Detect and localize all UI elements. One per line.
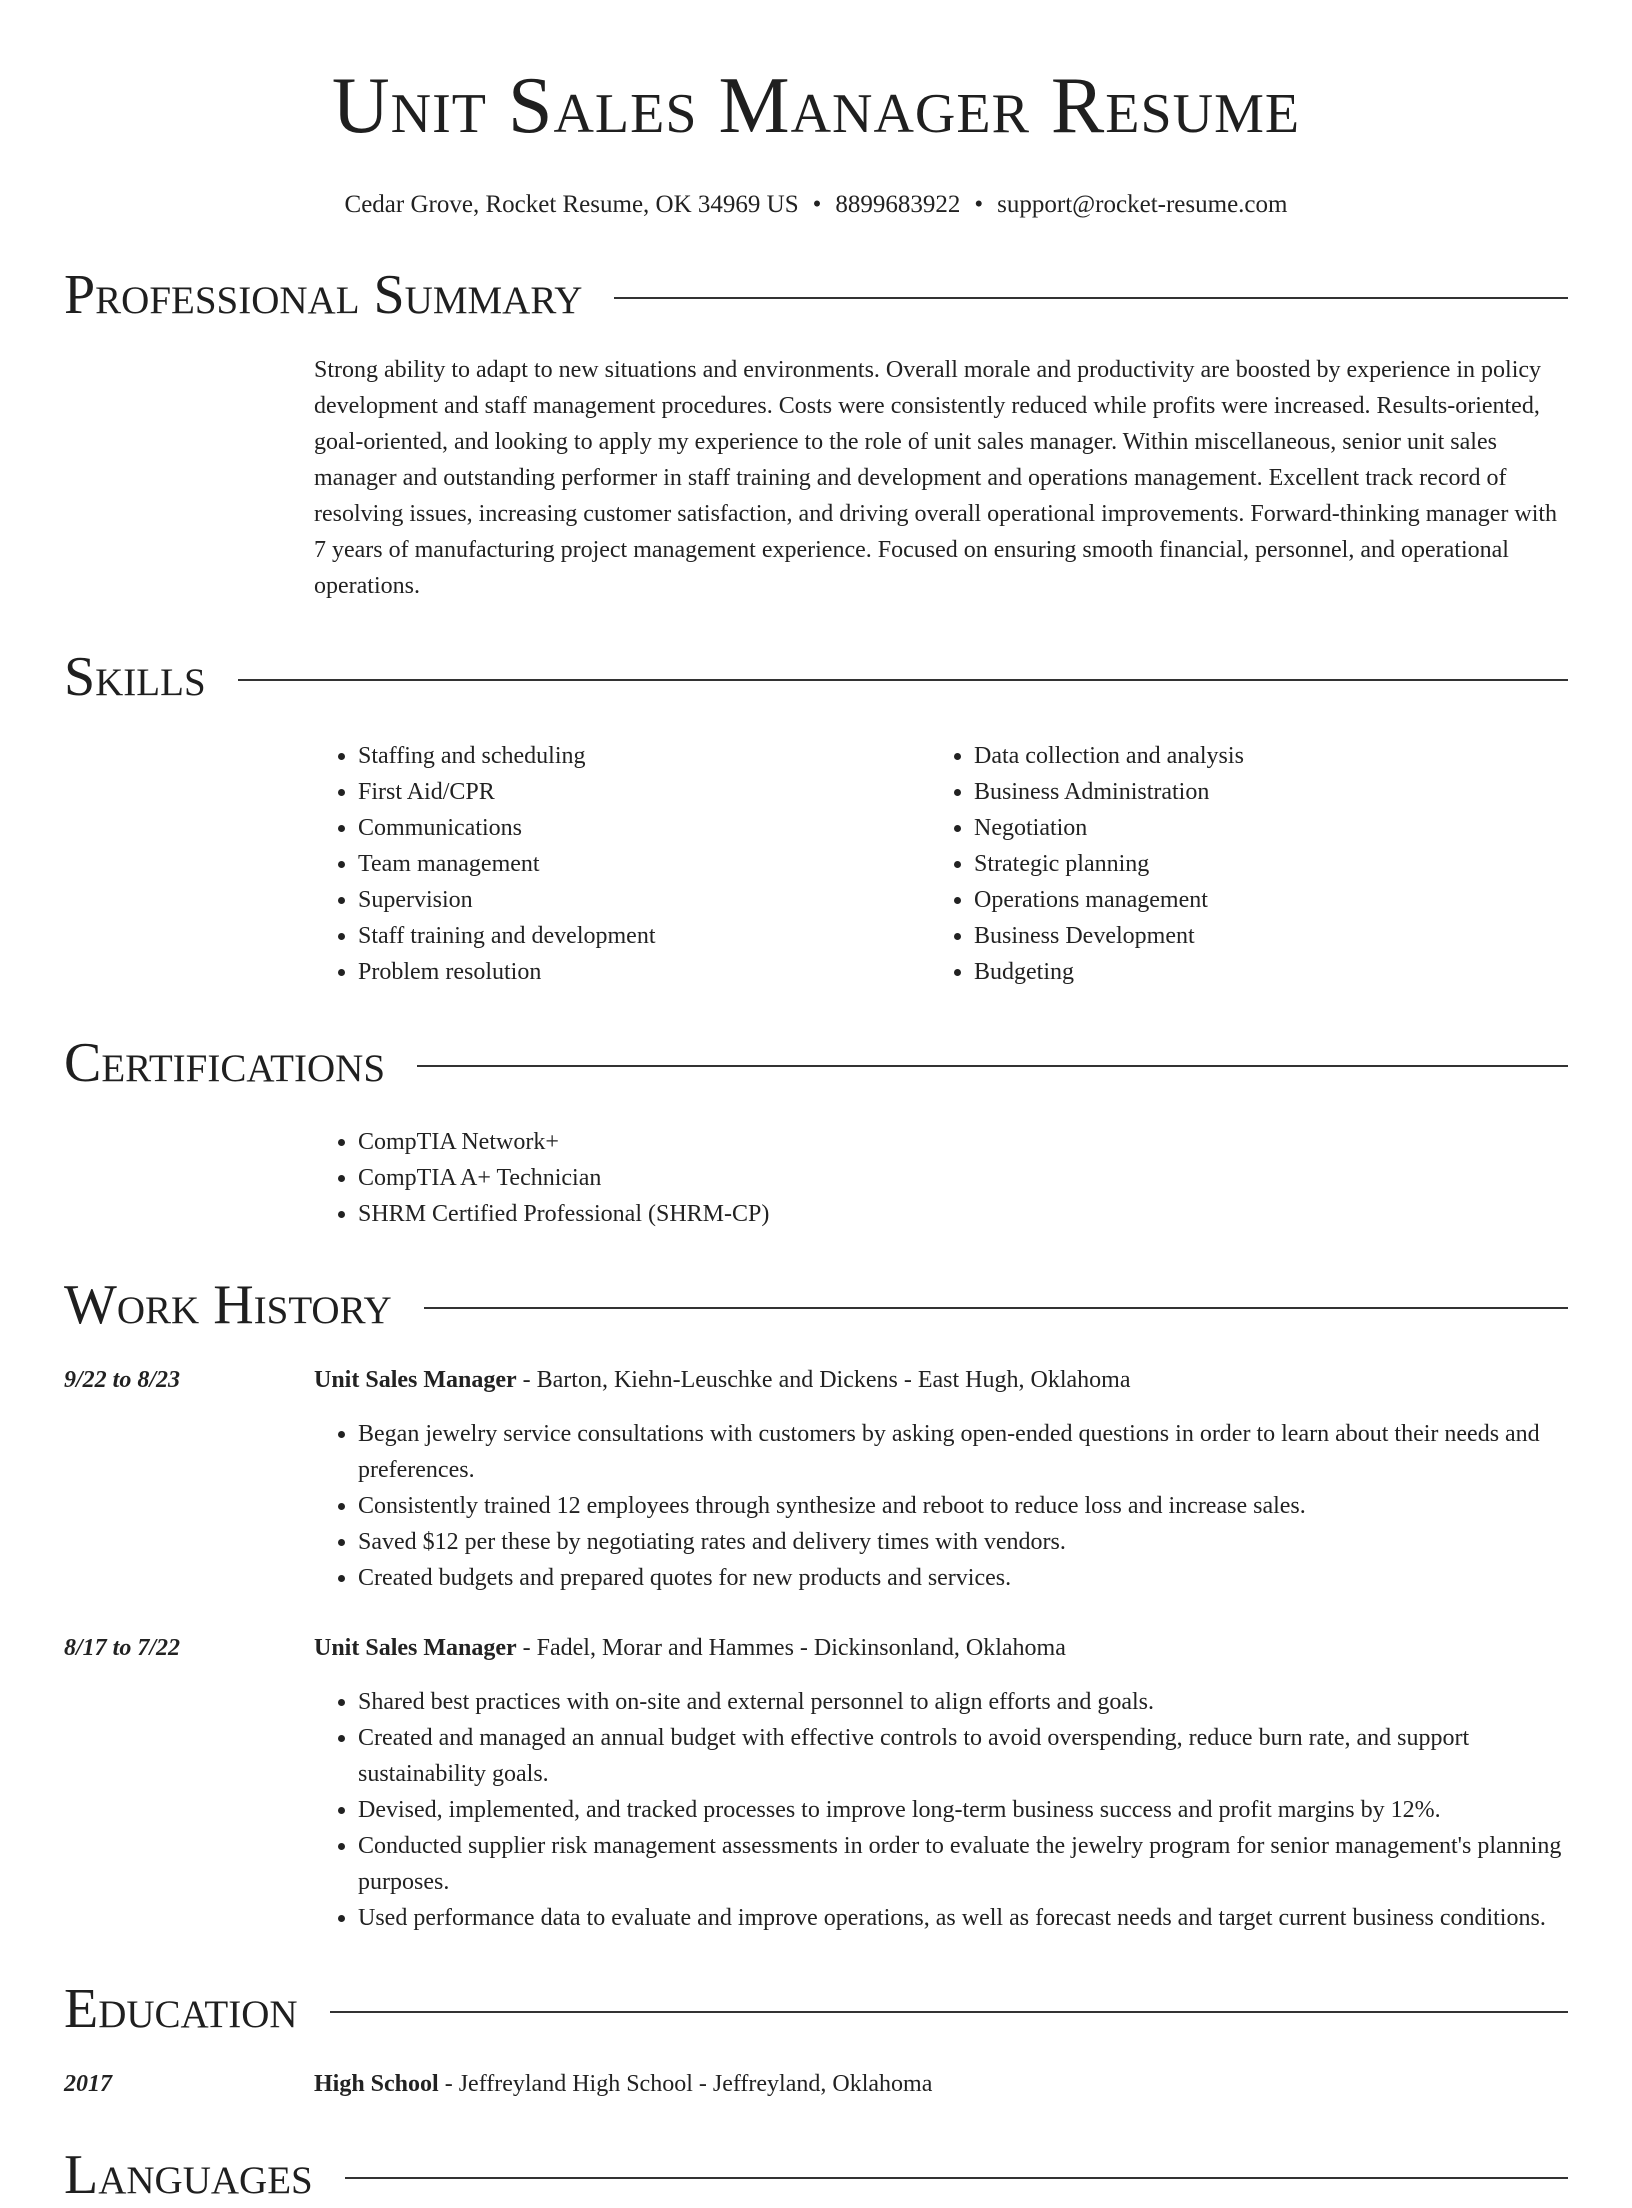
job-title: Unit Sales Manager — [314, 1635, 517, 1661]
section-heading-education — [64, 1976, 1568, 2042]
job-bullets — [314, 1416, 1568, 1596]
contact-line — [64, 188, 1568, 222]
section-heading-work-history — [64, 1272, 1568, 1338]
section-divider — [417, 1065, 1568, 1067]
section-title: Education — [64, 1978, 298, 2040]
certification-item: • SHRM Certified Professional (SHRM-CP) — [358, 1196, 1568, 1232]
section-title: Certifications — [64, 1032, 386, 1094]
education-entry — [64, 2066, 1568, 2102]
job-bullet: • Devised, implemented, and tracked processes to improve long-term business success and profit margins by 12%. — [358, 1792, 1568, 1828]
contact-address: Cedar Grove, Rocket Resume, OK 34969 US — [344, 191, 799, 218]
contact-separator: • — [812, 191, 822, 218]
job-bullets — [314, 1684, 1568, 1936]
summary-text: Strong ability to adapt to new situations and environments. Overall morale and productivity are boosted by experience in policy development and staff management procedures. Costs were consistently reduced while profits were increased. Results-oriented, goal-oriented, and looking to apply my experience to the role of unit sales manager. Within miscellaneous, senior unit sales manager and outstanding performer in staff training and development and operations management. Excellent track record of resolving issues, increasing customer satisfaction, and driving overall operational improvements. Forward-thinking manager with 7 years of manufacturing project management experience. Focused on ensuring smooth financial, personnel, and operational operations. — [314, 357, 1558, 599]
skill-item: • Strategic planning — [974, 846, 1546, 882]
skill-item: • First Aid/CPR — [358, 774, 930, 810]
skill-item: • Business Development — [974, 918, 1546, 954]
job-title: Unit Sales Manager — [314, 1367, 517, 1393]
job-bullet: • Began jewelry service consultations with customers by asking open-ended questions in order to learn about their needs and preferences. — [358, 1416, 1568, 1488]
contact-phone: 8899683922 — [835, 191, 961, 218]
education-body — [314, 2066, 1568, 2102]
skill-item: • Supervision — [358, 882, 930, 918]
skill-item: • Operations management — [974, 882, 1546, 918]
section-heading-languages — [64, 2142, 1568, 2208]
job-entry — [64, 1362, 1568, 1596]
skill-item: • Communications — [358, 810, 930, 846]
section-divider — [614, 297, 1568, 299]
job-dates: 8/17 to 7/22 — [64, 1635, 181, 1661]
resume-page — [64, 0, 1568, 2208]
contact-email[interactable]: support@rocket-resume.com — [997, 191, 1288, 218]
certification-item: • CompTIA Network+ — [358, 1124, 1568, 1160]
job-bullet: • Created and managed an annual budget with effective controls to avoid overspending, reduce burn rate, and support sustainability goals. — [358, 1720, 1568, 1792]
skill-item: • Budgeting — [974, 954, 1546, 990]
skill-item: • Negotiation — [974, 810, 1546, 846]
skill-item: • Data collection and analysis — [974, 738, 1546, 774]
section-heading-skills — [64, 644, 1568, 710]
skills-list — [314, 738, 1568, 990]
job-heading — [314, 1362, 1568, 1398]
skills-column-right — [930, 738, 1546, 990]
section-divider — [330, 2011, 1568, 2013]
job-employer: - Fadel, Morar and Hammes - Dickinsonland, Oklahoma — [516, 1635, 1066, 1661]
certifications-list — [314, 1124, 1568, 1232]
section-title: Skills — [64, 646, 206, 708]
contact-separator: • — [974, 191, 984, 218]
job-body — [314, 1362, 1568, 1596]
section-title: Professional Summary — [64, 264, 583, 326]
section-divider — [238, 679, 1568, 681]
skill-item: • Problem resolution — [358, 954, 930, 990]
skill-item: • Staffing and scheduling — [358, 738, 930, 774]
section-heading-certifications — [64, 1030, 1568, 1096]
section-title: Work History — [64, 1274, 392, 1336]
job-heading — [314, 1630, 1568, 1666]
education-degree: High School — [314, 2071, 439, 2097]
skill-item: • Staff training and development — [358, 918, 930, 954]
job-bullet: • Shared best practices with on-site and external personnel to align efforts and goals. — [358, 1684, 1568, 1720]
certification-item: • CompTIA A+ Technician — [358, 1160, 1568, 1196]
job-body — [314, 1630, 1568, 1936]
education-school: - Jeffreyland High School - Jeffreyland, Oklahoma — [438, 2071, 933, 2097]
skills-column-left — [314, 738, 930, 990]
job-entry — [64, 1630, 1568, 1936]
job-employer: - Barton, Kiehn-Leuschke and Dickens - East Hugh, Oklahoma — [516, 1367, 1131, 1393]
section-title: Languages — [64, 2144, 313, 2206]
resume-title: Unit Sales Manager Resume — [331, 62, 1301, 150]
skill-item: • Team management — [358, 846, 930, 882]
section-heading-summary — [64, 262, 1568, 328]
job-bullet: • Consistently trained 12 employees through synthesize and reboot to reduce loss and increase sales. — [358, 1488, 1568, 1524]
education-year: 2017 — [64, 2071, 112, 2097]
job-bullet: • Conducted supplier risk management assessments in order to evaluate the jewelry program for senior management's planning purposes. — [358, 1828, 1568, 1900]
skill-item: • Business Administration — [974, 774, 1546, 810]
job-bullet: • Created budgets and prepared quotes for new products and services. — [358, 1560, 1568, 1596]
section-divider — [345, 2177, 1568, 2179]
job-dates: 9/22 to 8/23 — [64, 1367, 181, 1393]
section-divider — [424, 1307, 1568, 1309]
job-bullet: • Used performance data to evaluate and improve operations, as well as forecast needs and target current business conditions. — [358, 1900, 1568, 1936]
job-bullet: • Saved $12 per these by negotiating rates and delivery times with vendors. — [358, 1524, 1568, 1560]
